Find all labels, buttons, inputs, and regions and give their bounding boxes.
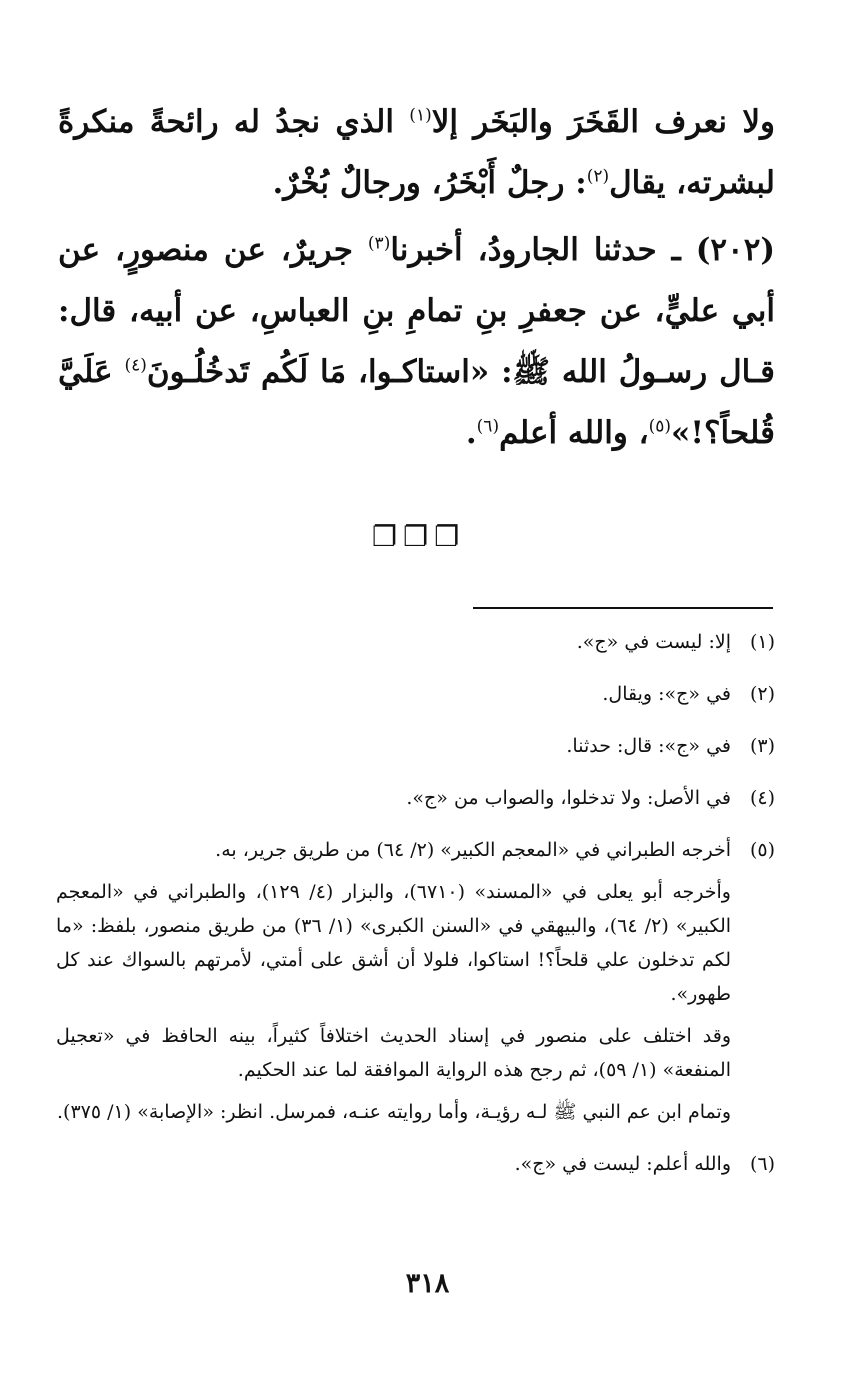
footnote-text: في الأصل: ولا تدخلوا، والصواب من «ج». [406, 787, 731, 809]
footnote-body [56, 833, 731, 1137]
footnote-number: (٥) [749, 839, 775, 861]
opening-text-part: الذي نجدُ له رائحةً منكرةً لبشرته، يقال [58, 104, 775, 201]
footnote-item [56, 1147, 775, 1189]
footnote-item [56, 729, 775, 771]
footnote-text: إلا: ليست في «ج». [576, 631, 731, 653]
hadith-text-part: جريرٌ، عن منصورٍ، عن أبي عليٍّ، عن جعفرِ بنِ تمامِ بنِ العباسِ، عن أبيه، قال: قـال رسـولُ الله ﷺ: «استاكـوا، مَا لَكُم تَدخُلُـونَ [58, 232, 776, 390]
section-ornament: ❐❐❐ [372, 520, 466, 553]
footnote-item [56, 677, 775, 719]
footnote-item [56, 833, 775, 1137]
footnote-body [56, 729, 731, 771]
hadith-paragraph [58, 220, 775, 464]
footnote-divider [473, 607, 773, 609]
footnote-item [56, 625, 775, 667]
footnote-text: وتمام ابن عم النبي ﷺ لـه رؤيـة، وأما روايته عنـه، فمرسل. انظر: «الإصابة» (١/ ٣٧٥). [57, 1101, 731, 1123]
footnote-text: وأخرجه أبو يعلى في «المسند» (٦٧١٠)، والبزار (٤/ ١٢٩)، والطبراني في «المعجم الكبير» (٢/ ٦٤)، والبيهقي في «السنن الكبرى» (١/ ٣٦) من طريق منصور، بلفظ: «ما لكم تدخلون علي قلحاً؟! استاكوا، فلولا أن أشق على أمتي، لأمرتهم بالسواك عند كل طهور». [56, 881, 732, 1005]
hadith-text-part: ، والله أعلم [499, 415, 649, 451]
opening-text-part: : رجلٌ أَبْخَرُ، ورجالٌ بُخْرٌ. [272, 165, 587, 201]
footnote-text: وقد اختلف على منصور في إسناد الحديث اختلافاً كثيراً، بينه الحافظ في «تعجيل المنفعة» (١/ ٥٩)، ثم رجح هذه الرواية الموافقة لما عند الحكيم. [56, 1025, 731, 1081]
footnote-number: (١) [749, 631, 775, 653]
footnote-reference: (١) [409, 105, 432, 126]
hadith-text-part: (٢٠٢) ـ حدثنا الجارودُ، أخبرنا [390, 232, 776, 268]
footnote-number: (٢) [749, 683, 775, 705]
footnote-text: أخرجه الطبراني في «المعجم الكبير» (٢/ ٦٤) من طريق جرير، به. [215, 839, 731, 861]
hadith-text-part: عَلَيَّ قُلحاً؟!» [58, 354, 775, 451]
footnote-body [56, 781, 731, 823]
footnote-number: (٦) [749, 1153, 775, 1175]
footnote-number: (٤) [749, 787, 775, 809]
footnotes-section [56, 625, 775, 1199]
footnote-text: في «ج»: قال: حدثنا. [566, 735, 731, 757]
footnote-reference: (٥) [648, 416, 672, 437]
footnote-body [56, 1147, 731, 1189]
main-text [58, 92, 775, 464]
footnote-reference: (٣) [367, 233, 391, 254]
footnote-body [56, 625, 731, 667]
footnote-body [56, 677, 731, 719]
footnote-text: في «ج»: ويقال. [602, 683, 731, 705]
opening-text-part: ولا نعرف القَخَرَ والبَخَر إلا [431, 104, 775, 140]
footnote-item [56, 781, 775, 823]
footnote-reference: (٤) [124, 355, 147, 376]
footnote-reference: (٦) [476, 416, 500, 437]
footnote-text: والله أعلم: ليست في «ج». [514, 1153, 731, 1175]
page-number: ٣١٨ [405, 1268, 450, 1299]
opening-paragraph [58, 92, 775, 214]
footnote-reference: (٢) [586, 166, 610, 187]
footnote-number: (٣) [749, 735, 775, 757]
hadith-text-part: . [465, 415, 477, 451]
